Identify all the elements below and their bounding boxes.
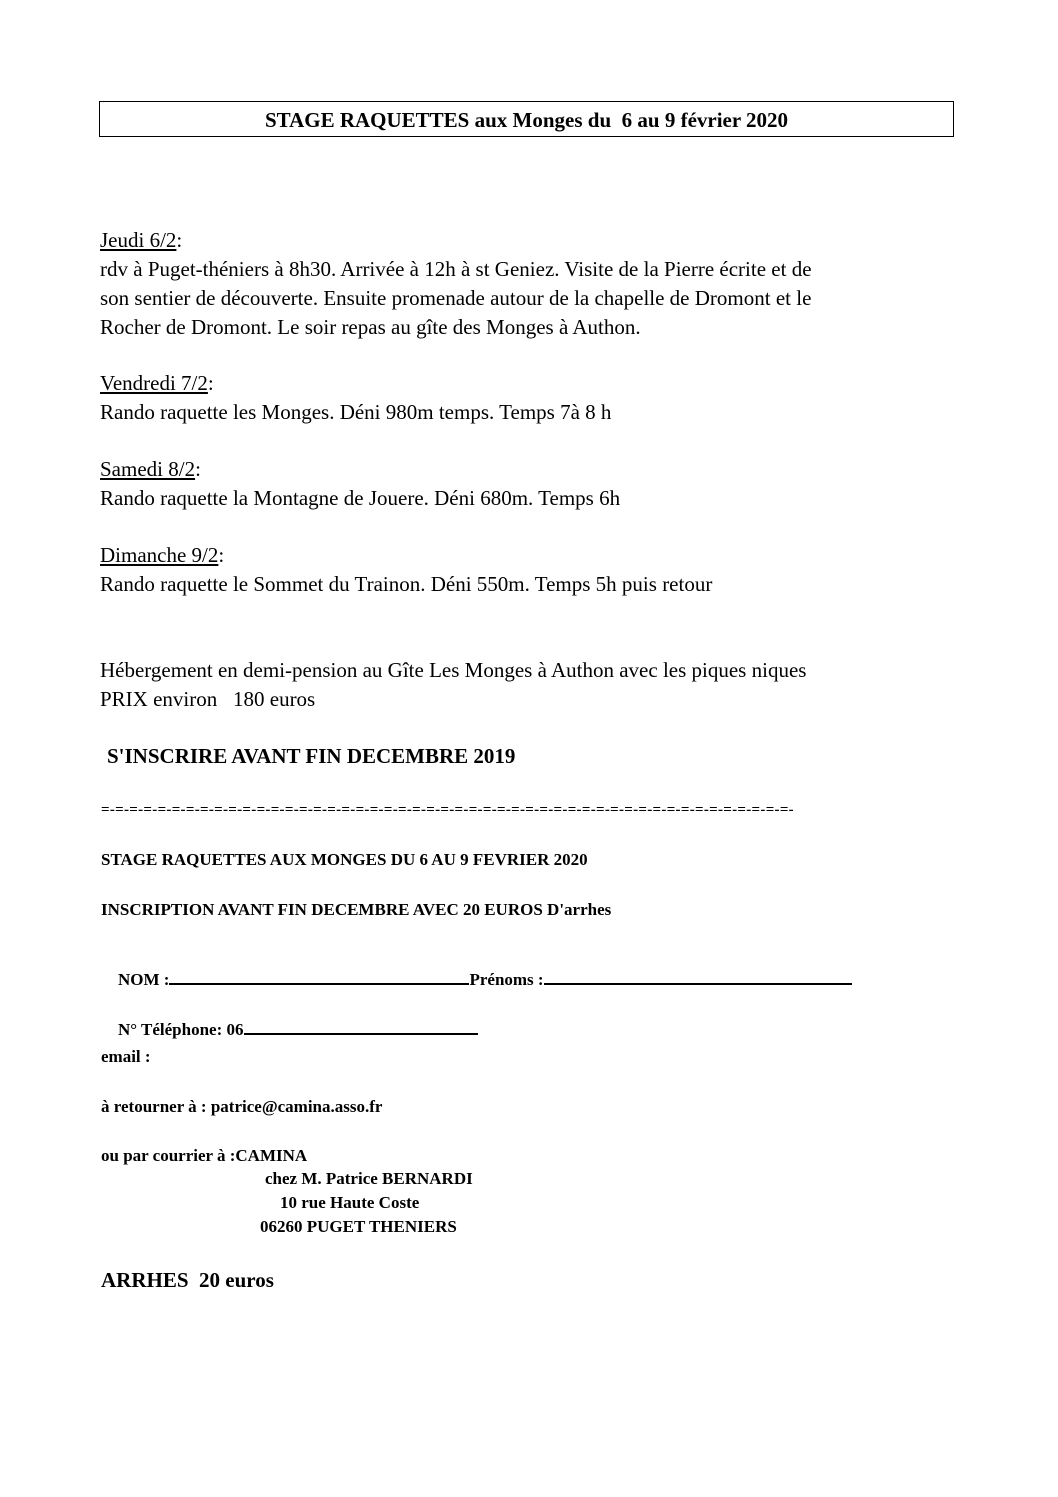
day-text-line: Rando raquette la Montagne de Jouere. Déni 680m. Temps 6h [100, 486, 621, 510]
form-title: STAGE RAQUETTES AUX MONGES DU 6 AU 9 FEVRIER 2020 [101, 850, 588, 869]
phone-label: N° Téléphone: 06 [118, 1020, 244, 1039]
phone-field[interactable] [244, 1019, 478, 1035]
day-section-vendredi [100, 369, 980, 427]
accommodation-text: Hébergement en demi-pension au Gîte Les Monges à Authon avec les piques niques [100, 658, 807, 682]
day-section-dimanche [100, 541, 980, 599]
day-label-colon: : [207, 371, 214, 395]
day-text-line: Rando raquette les Monges. Déni 980m temps. Temps 7à 8 h [100, 400, 612, 424]
day-label: Dimanche 9/2 [100, 543, 219, 567]
return-email-line: à retourner à : patrice@camina.asso.fr [101, 1097, 383, 1116]
day-text-line: Rando raquette le Sommet du Trainon. Déni 550m. Temps 5h puis retour [100, 572, 713, 596]
postal-label: ou par courrier à :CAMINA [101, 1146, 308, 1165]
day-label-colon: : [218, 543, 225, 567]
separator-line: =-=-=-=-=-=-=-=-=-=-=-=-=-=-=-=-=-=-=-=-=-=-=-=-=-=-=-=-=-=-=-=-=-=-=-=-=-=-=-=-=-=-=-=-=-=-=-=-=- [101, 802, 794, 818]
day-label: Vendredi 7/2 [100, 371, 208, 395]
address-line: 06260 PUGET THENIERS [260, 1217, 457, 1236]
day-label: Samedi 8/2 [100, 457, 196, 481]
day-label-colon: : [176, 228, 183, 252]
phone-row [101, 997, 478, 1063]
form-inscription-note: INSCRIPTION AVANT FIN DECEMBRE AVEC 20 EUROS D'arrhes [101, 900, 612, 919]
nom-field[interactable] [169, 969, 469, 985]
document-title: STAGE RAQUETTES aux Monges du 6 au 9 février 2020 [99, 101, 954, 137]
address-line: chez M. Patrice BERNARDI [265, 1169, 473, 1188]
prenoms-field[interactable] [544, 969, 852, 985]
price-text: PRIX environ 180 euros [100, 687, 316, 711]
prenoms-label: Prénoms : [469, 970, 544, 989]
day-section-samedi [100, 455, 980, 513]
nom-label: NOM : [118, 970, 170, 989]
day-section-jeudi [100, 226, 980, 342]
day-text-line: son sentier de découverte. Ensuite promenade autour de la chapelle de Dromont et le [100, 286, 812, 310]
day-text-line: Rocher de Dromont. Le soir repas au gîte des Monges à Authon. [100, 315, 641, 339]
registration-deadline: S'INSCRIRE AVANT FIN DECEMBRE 2019 [107, 744, 516, 768]
day-label-colon: : [195, 457, 201, 481]
arrhes-amount: ARRHES 20 euros [101, 1268, 274, 1292]
email-label: email : [101, 1047, 151, 1066]
address-line: 10 rue Haute Coste [280, 1193, 420, 1212]
accommodation-block [100, 656, 1000, 714]
day-text-line: rdv à Puget-théniers à 8h30. Arrivée à 12h à st Geniez. Visite de la Pierre écrite et de [100, 257, 812, 281]
day-label: Jeudi 6/2 [100, 228, 177, 252]
